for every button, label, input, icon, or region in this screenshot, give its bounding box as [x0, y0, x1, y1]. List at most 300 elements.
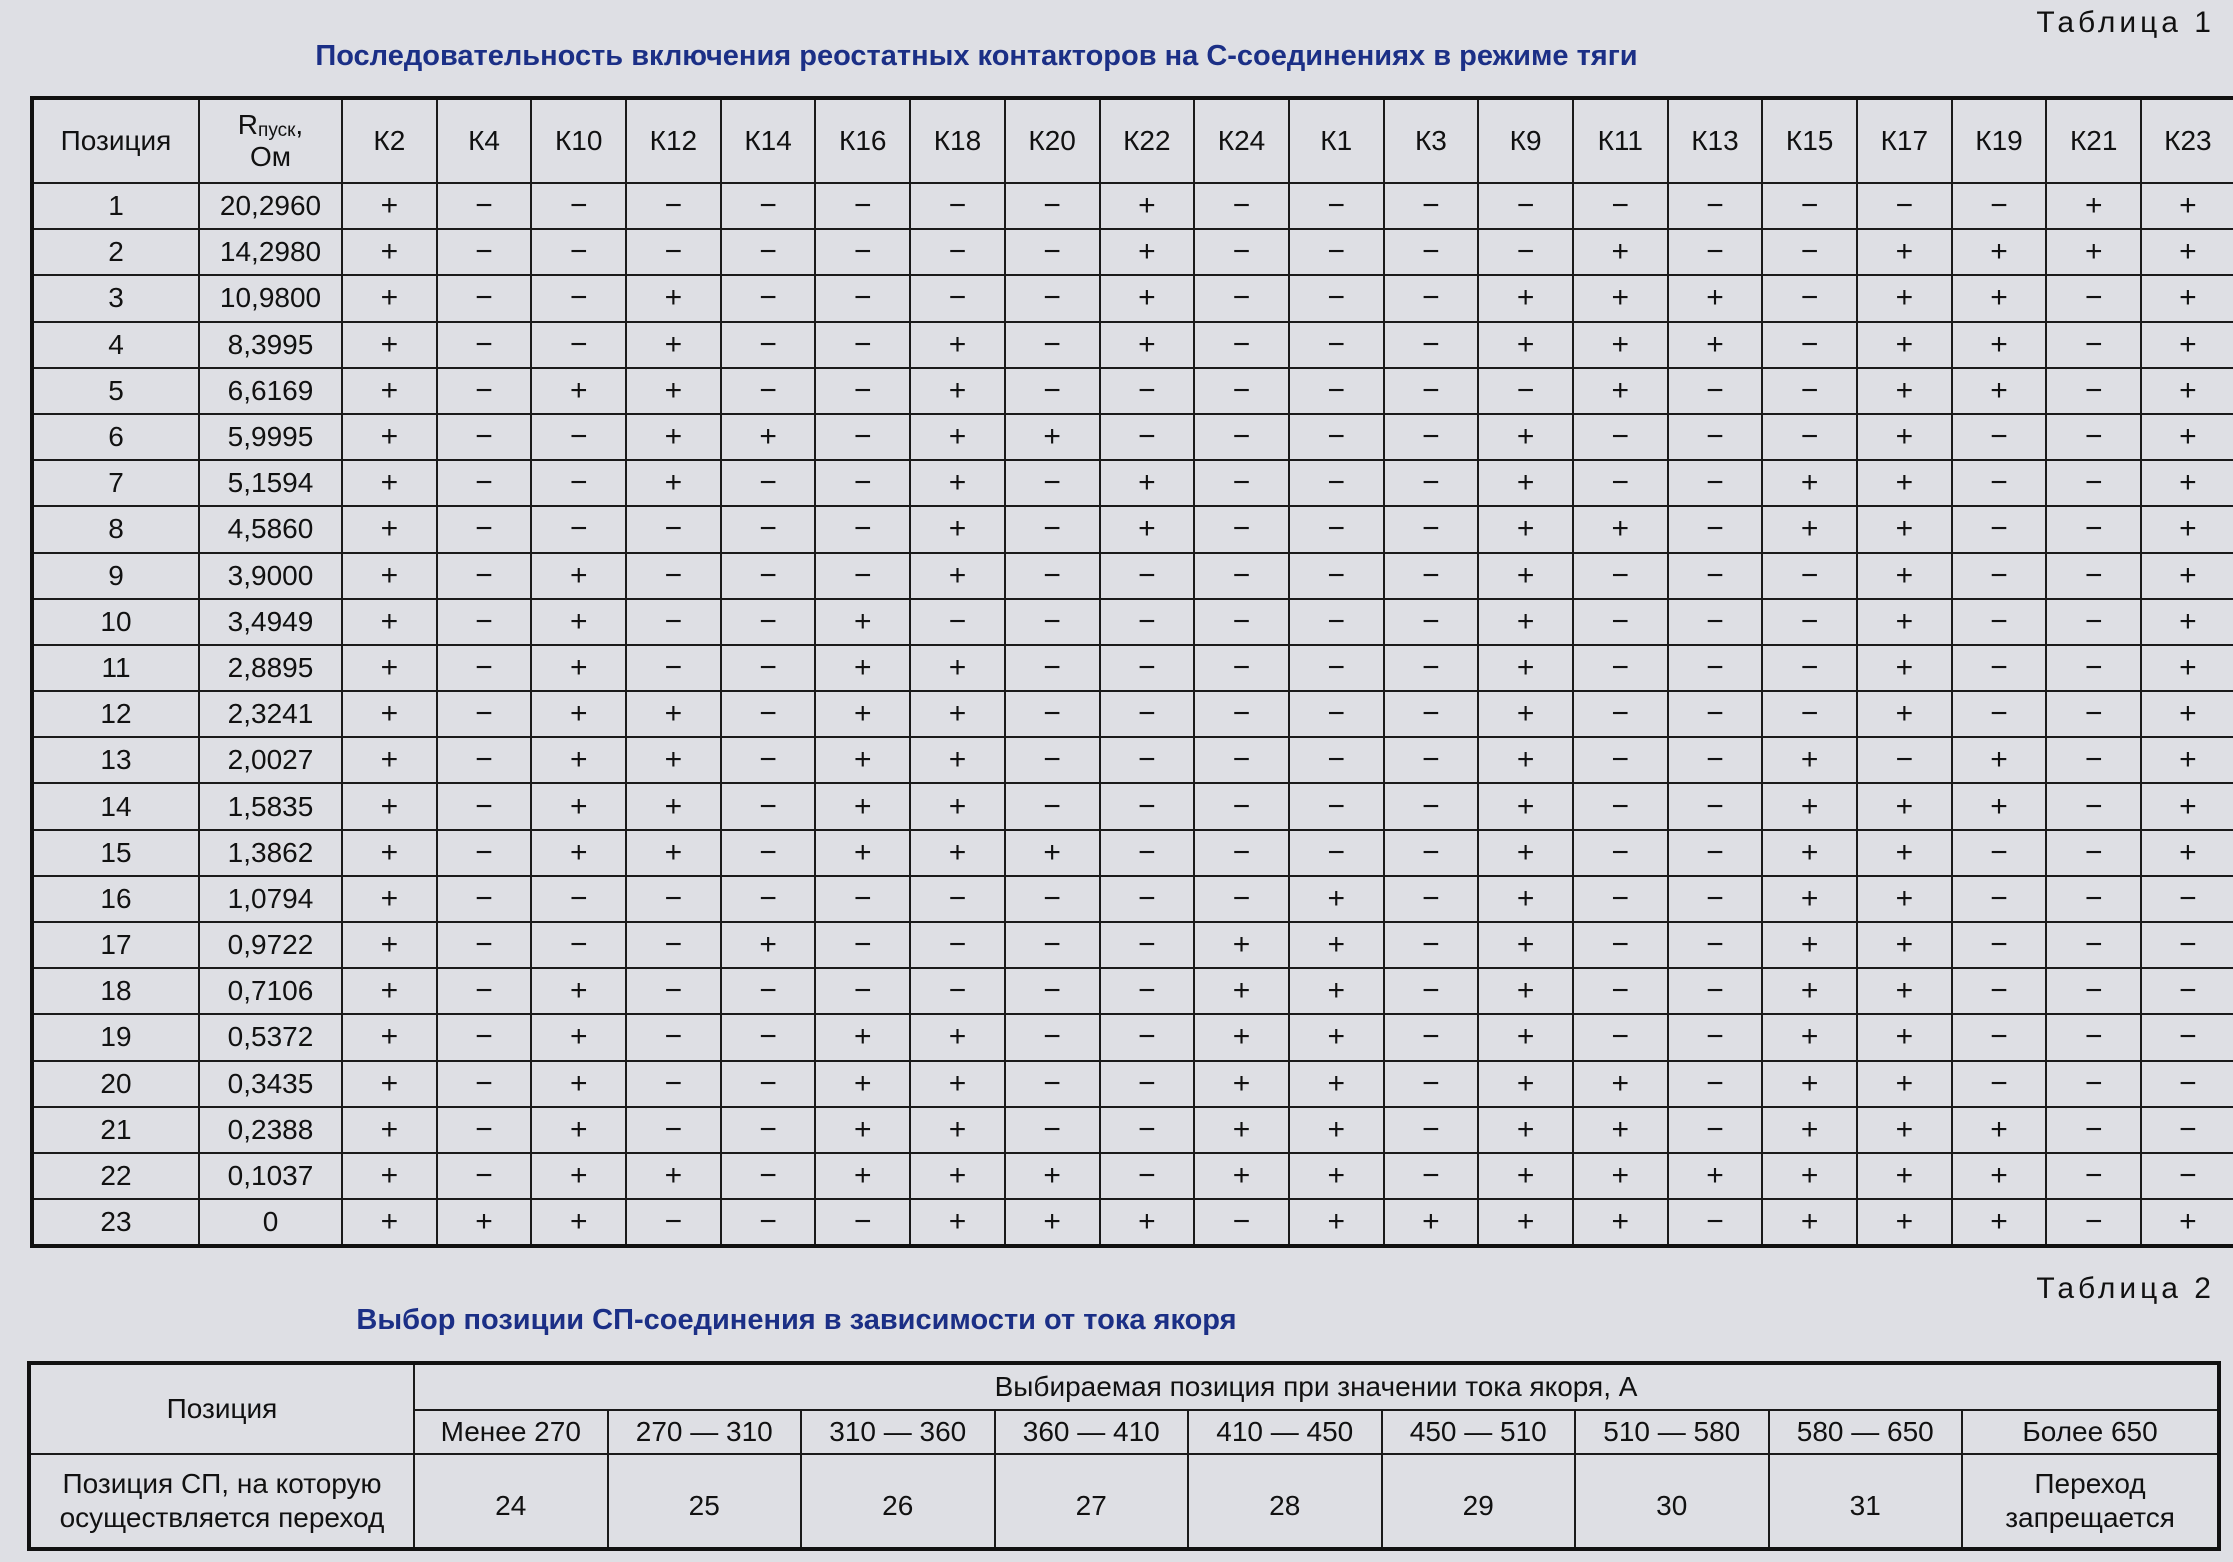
contactor-state-cell: − [721, 876, 816, 922]
contactor-state-cell: − [1668, 506, 1763, 552]
table-row [32, 1199, 2233, 1246]
contactor-state-cell: − [2046, 1014, 2141, 1060]
contactor-header: К1 [1289, 98, 1384, 183]
contactor-state-cell: − [815, 322, 910, 368]
contactor-state-cell: + [1857, 368, 1952, 414]
contactor-state-cell: − [1952, 460, 2047, 506]
contactor-state-cell: − [1100, 1061, 1195, 1107]
contactor-state-cell: − [1100, 1153, 1195, 1199]
table-row [32, 737, 2233, 783]
contactor-state-cell: − [1289, 183, 1384, 229]
position-cell: 10 [32, 599, 199, 645]
contactor-state-cell: − [1668, 1199, 1763, 1246]
contactor-state-cell: + [531, 1014, 626, 1060]
contactor-state-cell: − [1762, 322, 1857, 368]
contactor-state-cell: − [1005, 506, 1100, 552]
contactor-state-cell: − [2046, 1107, 2141, 1153]
contactor-state-cell: − [1194, 691, 1289, 737]
contactor-state-cell: + [1478, 1107, 1573, 1153]
resistance-cell: 1,0794 [199, 876, 342, 922]
contactor-state-cell: + [910, 460, 1005, 506]
contactor-state-cell: + [1100, 229, 1195, 275]
contactor-state-cell: + [910, 1014, 1005, 1060]
table2-caption: Выбор позиции СП-соединения в зависимости от тока якоря [356, 1304, 1237, 1336]
position-cell: 12 [32, 691, 199, 737]
contactor-state-cell: − [1668, 599, 1763, 645]
contactor-state-cell: + [2141, 645, 2233, 691]
contactor-state-cell: + [626, 368, 721, 414]
contactor-state-cell: − [815, 414, 910, 460]
position-cell: 1 [32, 183, 199, 229]
table-row [32, 275, 2233, 321]
resistance-cell: 3,4949 [199, 599, 342, 645]
sp-position-cell: 28 [1188, 1454, 1382, 1549]
contactor-state-cell: − [2141, 922, 2233, 968]
contactor-state-cell: + [1857, 1061, 1952, 1107]
contactor-state-cell: − [1573, 460, 1668, 506]
contactor-state-cell: + [1762, 1153, 1857, 1199]
contactor-state-cell: + [342, 322, 437, 368]
contactor-state-cell: − [626, 968, 721, 1014]
contactor-state-cell: − [531, 506, 626, 552]
contactor-state-cell: + [531, 1153, 626, 1199]
contactor-state-cell: − [1194, 183, 1289, 229]
contactor-state-cell: + [1573, 275, 1668, 321]
contactor-state-cell: + [1857, 322, 1952, 368]
contactor-state-cell: − [721, 645, 816, 691]
contactor-state-cell: − [2046, 922, 2141, 968]
contactor-state-cell: + [815, 1061, 910, 1107]
contactor-state-cell: − [1384, 876, 1479, 922]
contactor-state-cell: + [531, 599, 626, 645]
contactor-state-cell: − [1100, 783, 1195, 829]
contactor-state-cell: − [1100, 922, 1195, 968]
resistance-cell: 0,3435 [199, 1061, 342, 1107]
table2-header-row [29, 1363, 2219, 1410]
contactor-state-cell: − [721, 1107, 816, 1153]
contactor-state-cell: − [1762, 229, 1857, 275]
position-cell: 21 [32, 1107, 199, 1153]
contactor-state-cell: + [342, 645, 437, 691]
contactor-state-cell: + [910, 1153, 1005, 1199]
contactor-state-cell: + [1289, 968, 1384, 1014]
contactor-state-cell: − [910, 968, 1005, 1014]
contactor-state-cell: + [1100, 275, 1195, 321]
contactor-state-cell: + [2141, 229, 2233, 275]
contactor-state-cell: + [2141, 460, 2233, 506]
contactor-state-cell: − [815, 183, 910, 229]
table-row [32, 1153, 2233, 1199]
contactor-state-cell: + [1005, 1199, 1100, 1246]
current-range-cell: Более 650 [1962, 1410, 2219, 1454]
contactor-state-cell: − [1194, 460, 1289, 506]
contactor-state-cell: + [1573, 1061, 1668, 1107]
contactor-state-cell: + [342, 599, 437, 645]
contactor-state-cell: − [1289, 506, 1384, 552]
contactor-state-cell: − [1194, 322, 1289, 368]
position-cell: 7 [32, 460, 199, 506]
contactor-state-cell: + [342, 506, 437, 552]
contactor-state-cell: + [1478, 1199, 1573, 1246]
position-cell: 15 [32, 830, 199, 876]
contactor-state-cell: + [342, 275, 437, 321]
resistance-cell: 4,5860 [199, 506, 342, 552]
contactor-state-cell: − [626, 1199, 721, 1246]
contactor-state-cell: − [1668, 1107, 1763, 1153]
contactor-state-cell: + [1762, 1199, 1857, 1246]
contactor-state-cell: − [1194, 553, 1289, 599]
contactor-state-cell: − [1952, 968, 2047, 1014]
contactor-state-cell: + [1857, 1153, 1952, 1199]
table-row [32, 783, 2233, 829]
contactor-state-cell: − [1005, 322, 1100, 368]
contactor-state-cell: − [1762, 645, 1857, 691]
contactor-state-cell: − [1384, 275, 1479, 321]
contactor-state-cell: + [342, 1153, 437, 1199]
contactor-state-cell: + [910, 368, 1005, 414]
contactor-state-cell: + [1289, 1199, 1384, 1246]
contactor-state-cell: + [2141, 275, 2233, 321]
sp-position-cell: Переход запрещается [1962, 1454, 2219, 1549]
contactor-state-cell: + [531, 645, 626, 691]
contactor-state-cell: + [531, 1199, 626, 1246]
contactor-state-cell: + [626, 414, 721, 460]
position-cell: 2 [32, 229, 199, 275]
contactor-state-cell: − [2141, 968, 2233, 1014]
contactor-state-cell: − [1668, 553, 1763, 599]
contactor-state-cell: − [437, 968, 532, 1014]
contactor-state-cell: − [1100, 414, 1195, 460]
contactor-state-cell: + [342, 368, 437, 414]
contactor-state-cell: − [2046, 968, 2141, 1014]
table-row [32, 645, 2233, 691]
contactor-state-cell: + [1573, 229, 1668, 275]
contactor-state-cell: − [1478, 368, 1573, 414]
contactor-state-cell: − [1857, 737, 1952, 783]
resistance-cell: 0,1037 [199, 1153, 342, 1199]
contactor-state-cell: − [1194, 599, 1289, 645]
contactor-state-cell: + [1194, 1107, 1289, 1153]
contactor-state-cell: + [1573, 1107, 1668, 1153]
contactor-state-cell: − [1100, 876, 1195, 922]
table-row [32, 229, 2233, 275]
contactor-state-cell: + [1100, 506, 1195, 552]
table-row [32, 876, 2233, 922]
position-cell: 11 [32, 645, 199, 691]
resistance-cell: 20,2960 [199, 183, 342, 229]
contactor-state-cell: − [1100, 368, 1195, 414]
contactor-state-cell: − [721, 322, 816, 368]
contactor-state-cell: − [815, 922, 910, 968]
contactor-state-cell: − [1668, 645, 1763, 691]
contactor-state-cell: + [1668, 1153, 1763, 1199]
contactor-state-cell: + [1952, 1199, 2047, 1246]
contactor-state-cell: + [437, 1199, 532, 1246]
position-column-header: Позиция [32, 98, 199, 183]
contactor-state-cell: − [437, 599, 532, 645]
contactor-state-cell: + [815, 830, 910, 876]
contactor-state-cell: − [1194, 368, 1289, 414]
contactor-state-cell: + [1194, 1014, 1289, 1060]
contactor-state-cell: + [342, 737, 437, 783]
contactor-state-cell: + [1573, 368, 1668, 414]
resistance-comma: , [295, 109, 304, 140]
contactor-state-cell: − [437, 322, 532, 368]
contactor-state-cell: + [1478, 275, 1573, 321]
contactor-state-cell: − [1384, 322, 1479, 368]
contactor-state-cell: − [2046, 1061, 2141, 1107]
contactor-state-cell: − [815, 506, 910, 552]
contactor-state-cell: + [1478, 1014, 1573, 1060]
contactor-state-cell: + [1194, 1153, 1289, 1199]
contactor-state-cell: − [1005, 968, 1100, 1014]
contactor-state-cell: − [626, 645, 721, 691]
contactor-state-cell: − [721, 183, 816, 229]
contactor-state-cell: + [1857, 830, 1952, 876]
position-cell: 17 [32, 922, 199, 968]
contactor-state-cell: − [1289, 229, 1384, 275]
contactor-state-cell: − [2046, 645, 2141, 691]
contactor-state-cell: − [1005, 599, 1100, 645]
table-row [32, 506, 2233, 552]
contactor-state-cell: − [437, 783, 532, 829]
contactor-state-cell: + [2141, 368, 2233, 414]
contactor-state-cell: + [1857, 275, 1952, 321]
contactor-state-cell: − [1194, 876, 1289, 922]
contactor-state-cell: − [1668, 830, 1763, 876]
contactor-state-cell: + [1762, 783, 1857, 829]
contactor-state-cell: + [342, 1014, 437, 1060]
table1-caption: Последовательность включения реостатных контакторов на С-соединениях в режиме тяги [315, 40, 1638, 72]
contactor-state-cell: + [910, 1107, 1005, 1153]
table2-group-header: Выбираемая позиция при значении тока якоря, А [414, 1363, 2219, 1410]
contactor-state-cell: + [2141, 783, 2233, 829]
contactor-header: К18 [910, 98, 1005, 183]
table-row [32, 368, 2233, 414]
resistance-column-header [199, 98, 342, 183]
sp-position-cell: 30 [1575, 1454, 1769, 1549]
table1-label: Таблица 1 [2036, 6, 2215, 39]
contactor-state-cell: + [1478, 783, 1573, 829]
position-cell: 13 [32, 737, 199, 783]
sp-position-cell: 29 [1382, 1454, 1576, 1549]
contactor-state-cell: − [437, 506, 532, 552]
resistance-cell: 2,0027 [199, 737, 342, 783]
contactor-header: К21 [2046, 98, 2141, 183]
contactor-state-cell: − [2046, 322, 2141, 368]
contactor-state-cell: − [1384, 830, 1479, 876]
contactor-state-cell: − [1384, 506, 1479, 552]
contactor-state-cell: − [721, 737, 816, 783]
contactor-state-cell: − [1384, 737, 1479, 783]
contactor-state-cell: + [1100, 460, 1195, 506]
contactor-state-cell: − [1194, 737, 1289, 783]
contactor-state-cell: − [815, 968, 910, 1014]
contactor-state-cell: + [1100, 183, 1195, 229]
current-range-cell: 270 — 310 [608, 1410, 802, 1454]
contactor-state-cell: + [1857, 1107, 1952, 1153]
contactor-header: К15 [1762, 98, 1857, 183]
contactor-state-cell: + [1952, 1153, 2047, 1199]
contactor-state-cell: − [1289, 645, 1384, 691]
contactor-state-cell: − [1005, 553, 1100, 599]
resistance-cell: 0,5372 [199, 1014, 342, 1060]
sp-position-table [27, 1361, 2221, 1551]
contactor-state-cell: − [626, 1107, 721, 1153]
contactor-state-cell: + [2141, 691, 2233, 737]
contactor-state-cell: − [721, 1061, 816, 1107]
contactor-state-cell: + [910, 1199, 1005, 1246]
contactor-state-cell: − [1194, 414, 1289, 460]
contactor-state-cell: − [1573, 830, 1668, 876]
resistance-cell: 6,6169 [199, 368, 342, 414]
contactor-state-cell: − [1857, 183, 1952, 229]
contactor-state-cell: − [1100, 830, 1195, 876]
contactor-state-cell: − [1289, 414, 1384, 460]
contactor-state-cell: + [1762, 460, 1857, 506]
contactor-state-cell: − [2046, 460, 2141, 506]
contactor-state-cell: + [2046, 183, 2141, 229]
contactor-state-cell: − [1573, 922, 1668, 968]
contactor-state-cell: − [1384, 460, 1479, 506]
resistance-cell: 0 [199, 1199, 342, 1246]
contactor-state-cell: − [1005, 1107, 1100, 1153]
resistance-cell: 0,9722 [199, 922, 342, 968]
contactor-state-cell: + [2141, 322, 2233, 368]
contactor-state-cell: − [1384, 645, 1479, 691]
resistance-symbol: R [237, 109, 259, 140]
contactor-state-cell: − [1668, 737, 1763, 783]
contactor-state-cell: + [531, 830, 626, 876]
contactor-state-cell: + [1857, 922, 1952, 968]
contactor-state-cell: − [721, 229, 816, 275]
current-range-cell: 450 — 510 [1382, 1410, 1576, 1454]
contactor-state-cell: + [910, 830, 1005, 876]
contactor-state-cell: + [626, 275, 721, 321]
contactor-state-cell: + [1478, 322, 1573, 368]
contactor-state-cell: − [1573, 691, 1668, 737]
contactor-state-cell: + [815, 691, 910, 737]
contactor-state-cell: + [1478, 599, 1573, 645]
contactor-state-cell: − [910, 183, 1005, 229]
resistance-cell: 1,5835 [199, 783, 342, 829]
contactor-state-cell: − [1668, 1014, 1763, 1060]
contactor-state-cell: + [815, 645, 910, 691]
contactor-state-cell: − [1100, 553, 1195, 599]
contactor-header: К13 [1668, 98, 1763, 183]
contactor-state-cell: − [1384, 691, 1479, 737]
contactor-state-cell: + [721, 414, 816, 460]
contactor-state-cell: + [815, 1014, 910, 1060]
contactor-state-cell: + [1573, 322, 1668, 368]
contactor-state-cell: + [910, 506, 1005, 552]
contactor-state-cell: − [1005, 737, 1100, 783]
contactor-state-cell: + [1952, 275, 2047, 321]
contactor-state-cell: − [437, 414, 532, 460]
contactor-state-cell: − [1384, 1061, 1479, 1107]
contactor-state-cell: − [626, 229, 721, 275]
contactor-state-cell: + [1762, 968, 1857, 1014]
contactor-state-cell: + [1762, 876, 1857, 922]
contactor-state-cell: + [342, 968, 437, 1014]
current-range-cell: Менее 270 [414, 1410, 608, 1454]
contactor-header: К9 [1478, 98, 1573, 183]
table-row [32, 1061, 2233, 1107]
contactor-state-cell: + [1100, 322, 1195, 368]
contactor-state-cell: − [1384, 599, 1479, 645]
contactor-state-cell: − [1005, 691, 1100, 737]
contactor-state-cell: − [2141, 1014, 2233, 1060]
contactor-state-cell: − [1952, 183, 2047, 229]
position-cell: 6 [32, 414, 199, 460]
contactor-state-cell: − [721, 275, 816, 321]
position-cell: 8 [32, 506, 199, 552]
contactor-state-cell: + [626, 1153, 721, 1199]
contactor-state-cell: − [1668, 968, 1763, 1014]
contactor-state-cell: + [1857, 1014, 1952, 1060]
table-row [32, 968, 2233, 1014]
resistance-cell: 2,3241 [199, 691, 342, 737]
contactor-state-cell: + [342, 783, 437, 829]
contactor-state-cell: + [1384, 1199, 1479, 1246]
contactor-state-cell: + [1289, 1061, 1384, 1107]
contactor-state-cell: + [1762, 830, 1857, 876]
contactor-state-cell: + [626, 691, 721, 737]
contactor-state-cell: − [437, 1153, 532, 1199]
contactor-state-cell: − [626, 922, 721, 968]
contactor-header: К23 [2141, 98, 2233, 183]
contactor-state-cell: + [1478, 830, 1573, 876]
contactor-header: К11 [1573, 98, 1668, 183]
contactor-state-cell: − [437, 1061, 532, 1107]
contactor-state-cell: − [437, 1107, 532, 1153]
sp-position-cell: 31 [1769, 1454, 1963, 1549]
resistance-cell: 8,3995 [199, 322, 342, 368]
contactor-state-cell: − [815, 368, 910, 414]
contactor-state-cell: − [1384, 783, 1479, 829]
contactor-state-cell: + [1952, 322, 2047, 368]
contactor-state-cell: − [910, 922, 1005, 968]
sp-position-cell: 26 [801, 1454, 995, 1549]
contactor-state-cell: − [910, 599, 1005, 645]
contactor-state-cell: + [1194, 922, 1289, 968]
contactor-state-cell: − [1005, 183, 1100, 229]
contactor-state-cell: + [815, 1107, 910, 1153]
contactor-state-cell: − [626, 553, 721, 599]
contactor-state-cell: − [721, 553, 816, 599]
contactor-state-cell: − [1289, 553, 1384, 599]
contactor-state-cell: − [437, 737, 532, 783]
table2-position-header: Позиция [29, 1363, 414, 1454]
contactor-state-cell: − [1573, 876, 1668, 922]
contactor-state-cell: − [1952, 876, 2047, 922]
contactor-state-cell: − [815, 1199, 910, 1246]
contactor-state-cell: − [1668, 229, 1763, 275]
contactor-state-cell: − [2046, 830, 2141, 876]
contactor-state-cell: − [2046, 691, 2141, 737]
contactor-header: К24 [1194, 98, 1289, 183]
contactor-state-cell: + [1194, 968, 1289, 1014]
contactor-state-cell: − [1384, 229, 1479, 275]
contactor-state-cell: − [2046, 275, 2141, 321]
contactor-state-cell: + [2141, 599, 2233, 645]
contactor-state-cell: + [1289, 1107, 1384, 1153]
contactor-state-cell: − [1668, 876, 1763, 922]
contactor-state-cell: − [1573, 414, 1668, 460]
contactor-state-cell: − [1194, 506, 1289, 552]
contactor-state-cell: − [721, 830, 816, 876]
table-row [32, 691, 2233, 737]
